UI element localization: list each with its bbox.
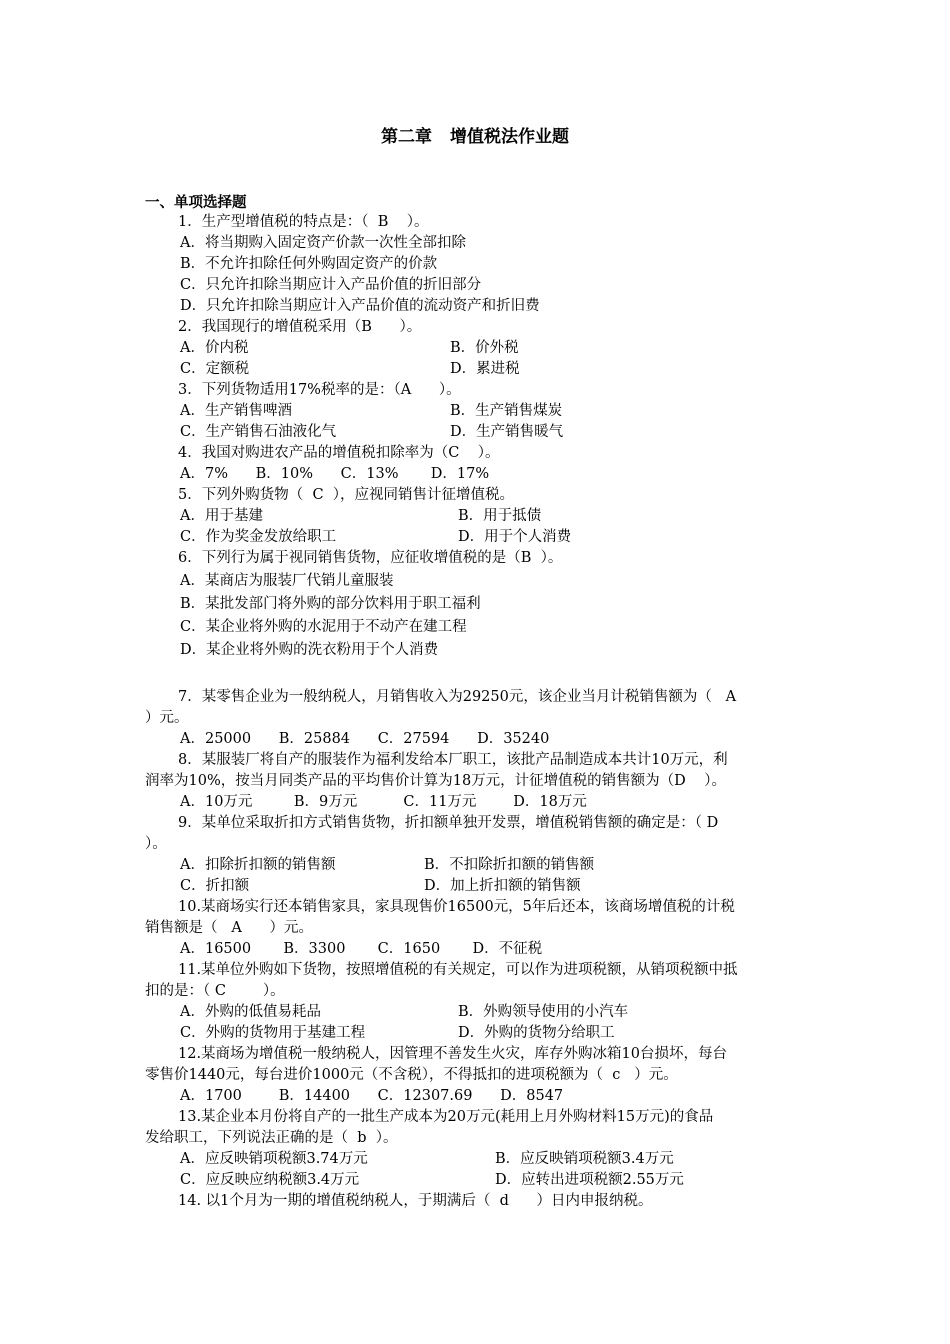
question-8-options: A．10万元 B．9万元 C．11万元 D．18万元 — [180, 794, 587, 810]
question-7-options: A．25000 B．25884 C．27594 D．35240 — [180, 731, 550, 747]
question-1: 1．生产型增值税的特点是：（ B ）。 — [178, 214, 429, 230]
question-5-option-a: A．用于基建 — [180, 508, 263, 524]
question-3-option-a: A．生产销售啤酒 — [180, 403, 292, 419]
question-9-option-a: A．扣除折扣额的销售额 — [180, 857, 336, 873]
question-3-option-d: D．生产销售暖气 — [450, 424, 564, 440]
question-1-option-b: B．不允许扣除任何外购固定资产的价款 — [180, 256, 438, 272]
question-6-option-c: C．某企业将外购的水泥用于不动产在建工程 — [180, 619, 467, 635]
question-9: 9．某单位采取折扣方式销售货物，折扣额单独开发票，增值税销售额的确定是：（ D — [178, 815, 719, 831]
question-7-continued: ）元。 — [145, 710, 189, 726]
question-4: 4．我国对购进农产品的增值税扣除率为（C ）。 — [178, 445, 500, 461]
question-6-option-d: D．某企业将外购的洗衣粉用于个人消费 — [180, 642, 439, 658]
question-10-continued: 销售额是（ A ）元。 — [145, 920, 313, 936]
question-9-option-c: C．折扣额 — [180, 878, 250, 894]
question-13-option-a: A．应反映销项税额3.74万元 — [180, 1151, 368, 1167]
question-11: 11.某单位外购如下货物，按照增值税的有关规定，可以作为进项税额，从销项税额中抵 — [178, 962, 738, 978]
question-1-option-d: D．只允许扣除当期应计入产品价值的流动资产和折旧费 — [180, 298, 540, 314]
question-8-continued: 润率为10%，按当月同类产品的平均售价计算为18万元，计征增值税的销售额为（D ）。 — [145, 773, 726, 789]
question-13-continued: 发给职工，下列说法正确的是（ b ）。 — [145, 1130, 398, 1146]
question-6-option-a: A．某商店为服装厂代销儿童服装 — [180, 573, 394, 589]
title-subject: 增值税法作业题 — [450, 127, 569, 147]
question-3-option-c: C．生产销售石油液化气 — [180, 424, 337, 440]
question-3-option-b: B．生产销售煤炭 — [450, 403, 563, 419]
question-2: 2．我国现行的增值税采用（B ）。 — [178, 319, 422, 335]
question-5-option-c: C．作为奖金发放给职工 — [180, 529, 337, 545]
question-13-option-d: D．应转出进项税额2.55万元 — [495, 1172, 684, 1188]
question-11-continued: 扣的是：（ C ）。 — [145, 983, 285, 999]
document-title — [0, 122, 950, 147]
question-5-option-b: B．用于抵债 — [458, 508, 542, 524]
question-13-option-b: B．应反映销项税额3.4万元 — [495, 1151, 674, 1167]
question-12: 12.某商场为增值税一般纳税人，因管理不善发生火灾，库存外购冰箱10台损坏，每台 — [178, 1046, 728, 1062]
question-11-option-b: B．外购领导使用的小汽车 — [458, 1004, 629, 1020]
question-4-options: A．7% B．10% C．13% D．17% — [180, 466, 490, 482]
question-10-options: A．16500 B．3300 C．1650 D．不征税 — [180, 941, 543, 957]
question-11-option-c: C．外购的货物用于基建工程 — [180, 1025, 366, 1041]
question-1-option-c: C．只允许扣除当期应计入产品价值的折旧部分 — [180, 277, 482, 293]
question-2-option-b: B．价外税 — [450, 340, 519, 356]
question-5: 5．下列外购货物（ C ），应视同销售计征增值税。 — [178, 487, 515, 503]
question-9-option-d: D．加上折扣额的销售额 — [424, 878, 581, 894]
question-2-option-c: C．定额税 — [180, 361, 250, 377]
question-11-option-a: A．外购的低值易耗品 — [180, 1004, 321, 1020]
question-13: 13.某企业本月份将自产的一批生产成本为20万元(耗用上月外购材料15万元)的食品 — [178, 1109, 714, 1125]
question-13-option-c: C．应反映应纳税额3.4万元 — [180, 1172, 360, 1188]
question-9-option-b: B．不扣除折扣额的销售额 — [424, 857, 595, 873]
question-2-option-a: A．价内税 — [180, 340, 249, 356]
section-heading: 一、单项选择题 — [145, 195, 247, 211]
title-chapter: 第二章 — [381, 127, 432, 147]
question-11-option-d: D．外购的货物分给职工 — [458, 1025, 615, 1041]
question-8: 8．某服装厂将自产的服装作为福利发给本厂职工，该批产品制造成本共计10万元，利 — [178, 752, 728, 768]
question-12-options: A．1700 B．14400 C．12307.69 D．8547 — [180, 1088, 564, 1104]
question-3: 3．下列货物适用17%税率的是：（A ）。 — [178, 382, 461, 398]
question-10: 10.某商场实行还本销售家具，家具现售价16500元，5年后还本，该商场增值税的计税 — [178, 899, 735, 915]
question-12-continued: 零售价1440元，每台进价1000元（不含税），不得抵扣的进项税额为（ c ）元。 — [145, 1067, 678, 1083]
question-6: 6．下列行为属于视同销售货物，应征收增值税的是（B ）。 — [178, 550, 563, 566]
question-5-option-d: D．用于个人消费 — [458, 529, 572, 545]
question-2-option-d: D．累进税 — [450, 361, 520, 377]
question-7: 7．某零售企业为一般纳税人，月销售收入为29250元，该企业当月计税销售额为（ A — [178, 689, 737, 705]
question-14: 14. 以1个月为一期的增值税纳税人，于期满后（ d ）日内申报纳税。 — [178, 1193, 653, 1209]
question-1-option-a: A．将当期购入固定资产价款一次性全部扣除 — [180, 235, 466, 251]
question-9-continued: ）。 — [145, 836, 167, 852]
question-6-option-b: B．某批发部门将外购的部分饮料用于职工福利 — [180, 596, 481, 612]
